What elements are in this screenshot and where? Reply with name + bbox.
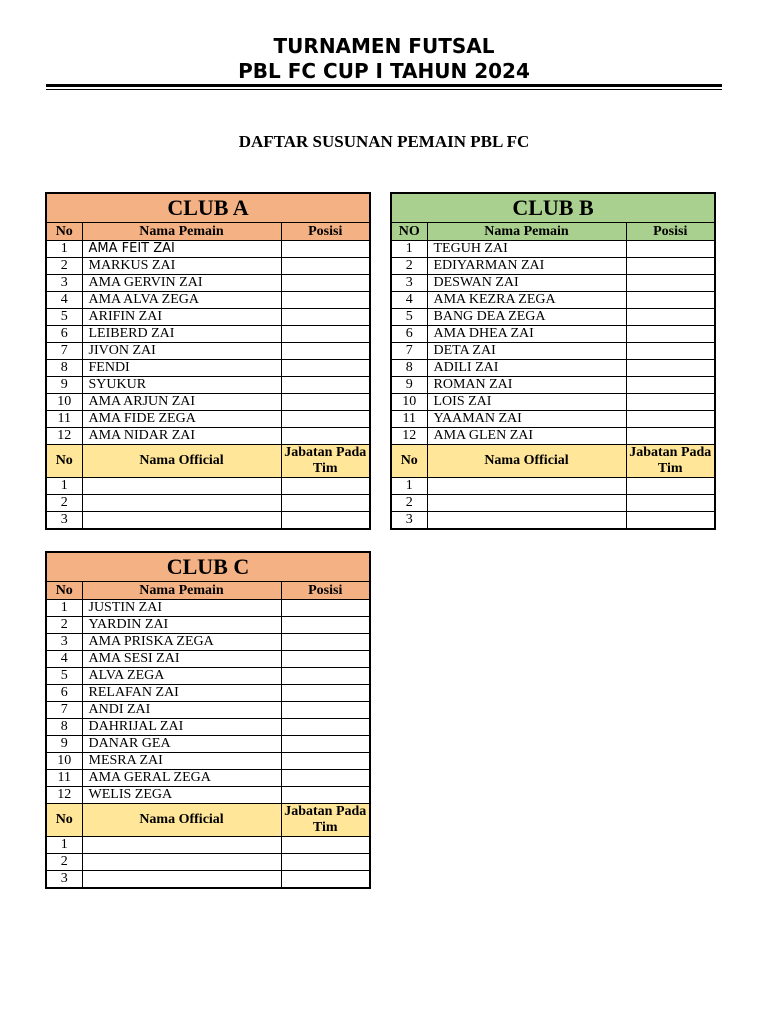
- col-header-name: Nama Pemain: [82, 582, 281, 600]
- player-position: [626, 428, 715, 445]
- official-number: 1: [391, 478, 427, 495]
- col-header-position: Posisi: [281, 223, 370, 241]
- official-header-name: Nama Official: [82, 804, 281, 837]
- player-position: [281, 685, 370, 702]
- official-row: [46, 512, 370, 530]
- official-row: [46, 495, 370, 512]
- player-name: WELIS ZEGA: [82, 787, 281, 804]
- col-header-name: Nama Pemain: [427, 223, 626, 241]
- player-position: [626, 343, 715, 360]
- player-position: [626, 241, 715, 258]
- row-number: 1: [46, 600, 82, 617]
- table-row: [391, 394, 715, 411]
- player-position: [626, 377, 715, 394]
- player-name: DANAR GEA: [82, 736, 281, 753]
- player-name: ARIFIN ZAI: [82, 309, 281, 326]
- table-row: [391, 275, 715, 292]
- player-name: AMA KEZRA ZEGA: [427, 292, 626, 309]
- row-number: 6: [46, 685, 82, 702]
- row-number: 12: [391, 428, 427, 445]
- row-number: 7: [46, 343, 82, 360]
- player-name: AMA ALVA ZEGA: [82, 292, 281, 309]
- row-number: 2: [391, 258, 427, 275]
- official-row: [46, 854, 370, 871]
- official-row: [391, 495, 715, 512]
- row-number: 2: [46, 617, 82, 634]
- club-title: CLUB A: [46, 193, 370, 223]
- official-role: [281, 478, 370, 495]
- player-position: [281, 753, 370, 770]
- player-position: [626, 275, 715, 292]
- player-position: [281, 377, 370, 394]
- player-position: [281, 309, 370, 326]
- player-name: AMA DHEA ZAI: [427, 326, 626, 343]
- player-position: [626, 411, 715, 428]
- player-position: [281, 787, 370, 804]
- player-name: JIVON ZAI: [82, 343, 281, 360]
- player-position: [626, 326, 715, 343]
- table-row: [46, 634, 370, 651]
- club-table-2: [390, 192, 716, 530]
- player-position: [281, 360, 370, 377]
- table-row: [391, 360, 715, 377]
- player-position: [626, 360, 715, 377]
- table-row: [46, 394, 370, 411]
- official-header-name: Nama Official: [427, 445, 626, 478]
- player-position: [281, 343, 370, 360]
- club-title: CLUB C: [46, 552, 370, 582]
- table-row: [46, 787, 370, 804]
- header-line-1: TURNAMEN FUTSAL: [273, 34, 495, 58]
- table-row: [46, 241, 370, 258]
- table-row: [46, 685, 370, 702]
- player-position: [281, 292, 370, 309]
- official-header-no: No: [46, 445, 82, 478]
- official-number: 3: [391, 512, 427, 530]
- player-name: MESRA ZAI: [82, 753, 281, 770]
- row-number: 5: [46, 668, 82, 685]
- row-number: 1: [46, 241, 82, 258]
- player-position: [281, 394, 370, 411]
- table-row: [46, 343, 370, 360]
- official-number: 3: [46, 871, 82, 889]
- row-number: 12: [46, 787, 82, 804]
- player-name: AMA FIDE ZEGA: [82, 411, 281, 428]
- player-position: [626, 309, 715, 326]
- col-header-no: No: [46, 223, 82, 241]
- table-row: [391, 343, 715, 360]
- official-name: [82, 837, 281, 854]
- player-name: AMA GLEN ZAI: [427, 428, 626, 445]
- player-name: YARDIN ZAI: [82, 617, 281, 634]
- player-position: [626, 394, 715, 411]
- table-row: [391, 326, 715, 343]
- col-header-position: Posisi: [626, 223, 715, 241]
- table-row: [46, 651, 370, 668]
- player-name: AMA NIDAR ZAI: [82, 428, 281, 445]
- table-row: [46, 702, 370, 719]
- official-role: [281, 837, 370, 854]
- row-number: 8: [46, 719, 82, 736]
- row-number: 8: [46, 360, 82, 377]
- player-position: [281, 241, 370, 258]
- official-number: 1: [46, 837, 82, 854]
- row-number: 3: [391, 275, 427, 292]
- player-name: DETA ZAI: [427, 343, 626, 360]
- row-number: 3: [46, 634, 82, 651]
- official-row: [391, 512, 715, 530]
- club-table-1: [45, 192, 371, 530]
- row-number: 10: [391, 394, 427, 411]
- player-name: DESWAN ZAI: [427, 275, 626, 292]
- table-row: [46, 600, 370, 617]
- table-row: [46, 411, 370, 428]
- official-name: [82, 854, 281, 871]
- player-name: BANG DEA ZEGA: [427, 309, 626, 326]
- club-table-3: [45, 551, 371, 889]
- official-row: [46, 871, 370, 889]
- player-position: [626, 292, 715, 309]
- document-subtitle: DAFTAR SUSUNAN PEMAIN PBL FC: [238, 132, 530, 151]
- official-number: 2: [391, 495, 427, 512]
- table-row: [391, 428, 715, 445]
- col-header-position: Posisi: [281, 582, 370, 600]
- player-name: YAAMAN ZAI: [427, 411, 626, 428]
- player-position: [281, 634, 370, 651]
- row-number: 3: [46, 275, 82, 292]
- row-number: 11: [391, 411, 427, 428]
- player-position: [281, 719, 370, 736]
- row-number: 4: [46, 292, 82, 309]
- row-number: 9: [46, 736, 82, 753]
- header-rule-thin: [46, 89, 722, 90]
- official-role: [626, 512, 715, 530]
- official-header-role: Jabatan Pada Tim: [281, 445, 370, 478]
- table-row: [46, 736, 370, 753]
- official-name: [427, 495, 626, 512]
- player-name: JUSTIN ZAI: [82, 600, 281, 617]
- official-name: [82, 495, 281, 512]
- table-row: [391, 411, 715, 428]
- official-role: [626, 495, 715, 512]
- player-name: AMA SESI ZAI: [82, 651, 281, 668]
- document-header: [0, 34, 768, 84]
- table-row: [46, 326, 370, 343]
- player-name: ALVA ZEGA: [82, 668, 281, 685]
- player-position: [281, 668, 370, 685]
- col-header-name: Nama Pemain: [82, 223, 281, 241]
- table-row: [46, 258, 370, 275]
- player-name: ADILI ZAI: [427, 360, 626, 377]
- player-position: [626, 258, 715, 275]
- player-position: [281, 326, 370, 343]
- official-name: [427, 478, 626, 495]
- table-row: [46, 309, 370, 326]
- player-name: EDIYARMAN ZAI: [427, 258, 626, 275]
- official-name: [82, 478, 281, 495]
- player-name: LOIS ZAI: [427, 394, 626, 411]
- official-number: 3: [46, 512, 82, 530]
- row-number: 1: [391, 241, 427, 258]
- table-row: [46, 617, 370, 634]
- player-position: [281, 428, 370, 445]
- row-number: 9: [391, 377, 427, 394]
- official-header-role: Jabatan Pada Tim: [281, 804, 370, 837]
- official-role: [281, 512, 370, 530]
- official-header-role: Jabatan Pada Tim: [626, 445, 715, 478]
- player-name: SYUKUR: [82, 377, 281, 394]
- player-name: AMA PRISKA ZEGA: [82, 634, 281, 651]
- player-position: [281, 411, 370, 428]
- official-header-no: No: [46, 804, 82, 837]
- official-number: 1: [46, 478, 82, 495]
- col-header-no: No: [46, 582, 82, 600]
- row-number: 6: [391, 326, 427, 343]
- row-number: 10: [46, 753, 82, 770]
- player-name: ANDI ZAI: [82, 702, 281, 719]
- player-name: ROMAN ZAI: [427, 377, 626, 394]
- table-row: [46, 770, 370, 787]
- player-position: [281, 600, 370, 617]
- player-name: DAHRIJAL ZAI: [82, 719, 281, 736]
- table-row: [46, 668, 370, 685]
- row-number: 7: [46, 702, 82, 719]
- table-row: [46, 292, 370, 309]
- player-position: [281, 651, 370, 668]
- row-number: 10: [46, 394, 82, 411]
- official-header-no: No: [391, 445, 427, 478]
- official-number: 2: [46, 854, 82, 871]
- row-number: 5: [391, 309, 427, 326]
- row-number: 2: [46, 258, 82, 275]
- official-row: [391, 478, 715, 495]
- player-name: AMA GERVIN ZAI: [82, 275, 281, 292]
- table-row: [46, 428, 370, 445]
- header-line-2: PBL FC CUP I TAHUN 2024: [238, 59, 530, 83]
- official-name: [82, 512, 281, 530]
- player-position: [281, 617, 370, 634]
- player-name: TEGUH ZAI: [427, 241, 626, 258]
- row-number: 6: [46, 326, 82, 343]
- table-row: [46, 360, 370, 377]
- official-number: 2: [46, 495, 82, 512]
- table-row: [391, 377, 715, 394]
- player-name: RELAFAN ZAI: [82, 685, 281, 702]
- table-row: [391, 241, 715, 258]
- player-name: AMA ARJUN ZAI: [82, 394, 281, 411]
- row-number: 4: [46, 651, 82, 668]
- official-name: [427, 512, 626, 530]
- official-row: [46, 837, 370, 854]
- player-name: AMA GERAL ZEGA: [82, 770, 281, 787]
- row-number: 9: [46, 377, 82, 394]
- official-name: [82, 871, 281, 889]
- table-row: [391, 309, 715, 326]
- official-role: [281, 854, 370, 871]
- row-number: 11: [46, 770, 82, 787]
- official-role: [626, 478, 715, 495]
- player-position: [281, 258, 370, 275]
- official-header-name: Nama Official: [82, 445, 281, 478]
- player-position: [281, 275, 370, 292]
- row-number: 7: [391, 343, 427, 360]
- row-number: 5: [46, 309, 82, 326]
- table-row: [46, 753, 370, 770]
- table-row: [391, 258, 715, 275]
- player-position: [281, 702, 370, 719]
- player-position: [281, 770, 370, 787]
- table-row: [46, 275, 370, 292]
- row-number: 8: [391, 360, 427, 377]
- col-header-no: NO: [391, 223, 427, 241]
- row-number: 11: [46, 411, 82, 428]
- row-number: 12: [46, 428, 82, 445]
- table-row: [46, 719, 370, 736]
- table-row: [46, 377, 370, 394]
- player-name: AMA FEIT ZAI: [82, 241, 281, 258]
- player-position: [281, 736, 370, 753]
- official-role: [281, 495, 370, 512]
- official-role: [281, 871, 370, 889]
- table-row: [391, 292, 715, 309]
- header-rule-thick: [46, 84, 722, 87]
- player-name: MARKUS ZAI: [82, 258, 281, 275]
- official-row: [46, 478, 370, 495]
- club-title: CLUB B: [391, 193, 715, 223]
- player-name: LEIBERD ZAI: [82, 326, 281, 343]
- row-number: 4: [391, 292, 427, 309]
- player-name: FENDI: [82, 360, 281, 377]
